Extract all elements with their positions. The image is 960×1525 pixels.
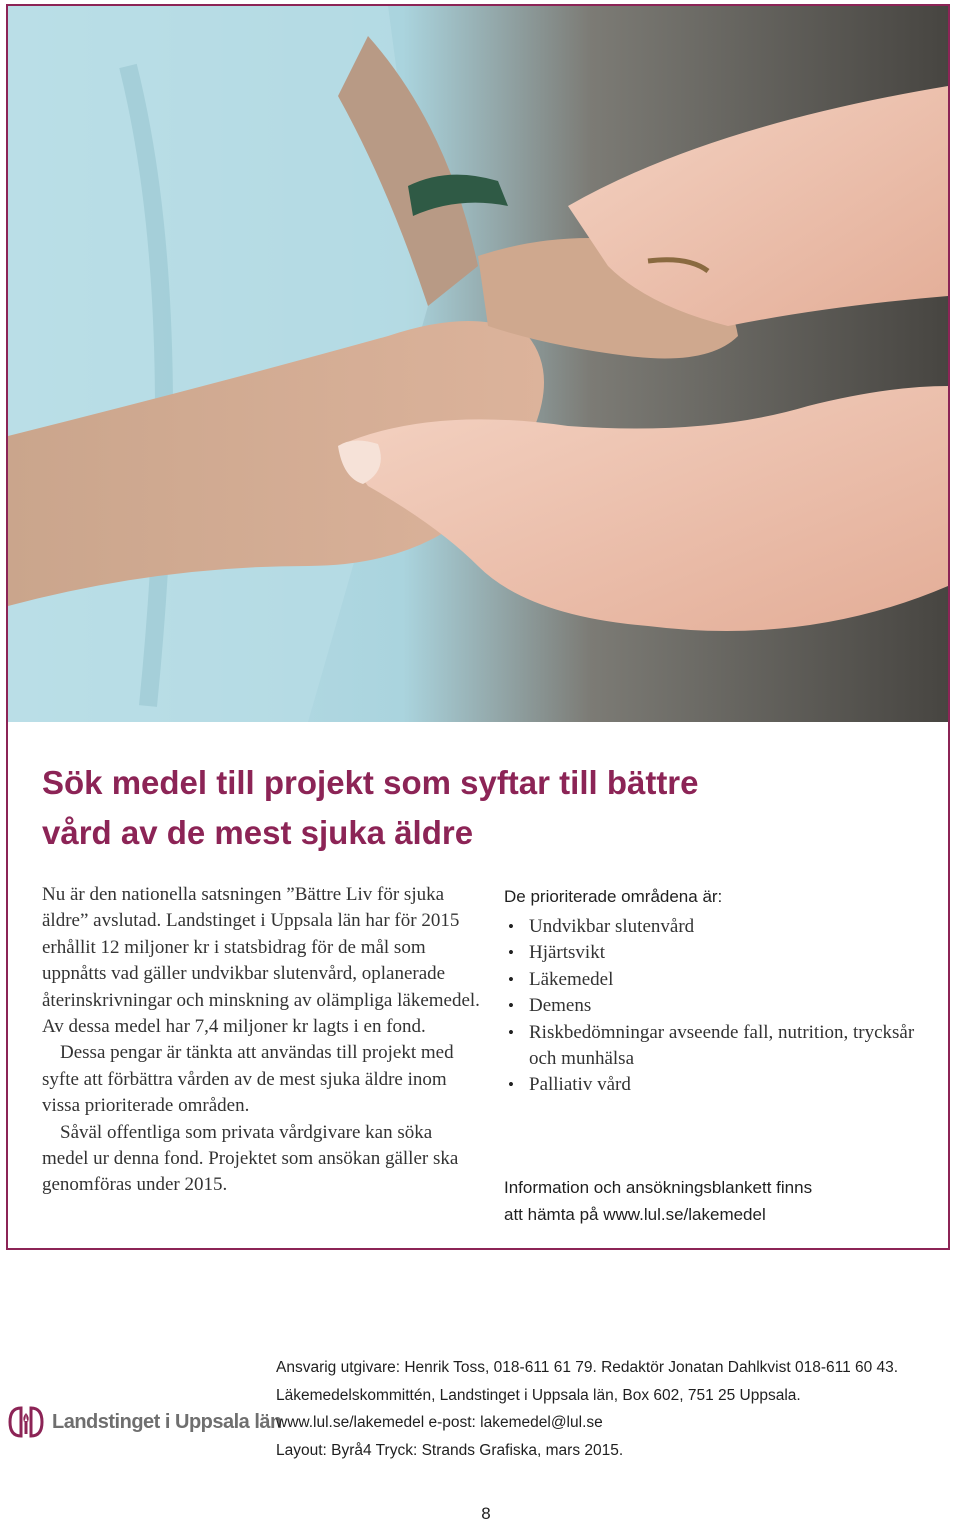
priorities-list [504,914,944,1099]
logo-text: Landstinget i Uppsala län [52,1410,282,1433]
body-paragraph-1: Nu är den nationella satsningen ”Bättre Liv för sjuka äldre” avslutad. Landstinget i Uppsala län har för 2015 erhållit 12 miljoner kr i statsbidrag för de mål som uppnåtts vad gäller undvikbar slutenvård, oplanerade återinskrivningar och minskning av olämpliga läkemedel. Av dessa medel har 7,4 miljoner kr lagts i en fond. [42,884,480,1038]
body-paragraph-3: Såväl offentliga som privata vårdgivare kan söka medel ur denna fond. Projektet som ansökan gäller ska genomföras under 2015. [42,1121,459,1196]
landstinget-emblem-icon [8,1405,44,1439]
colophon-layout-print: Layout: Byrå4 Tryck: Strands Grafiska, mars 2015. [276,1441,624,1459]
list-item: • Riskbedömningar avseende fall, nutrition, trycksår och munhälsa [504,1020,944,1073]
body-column [42,882,482,1199]
list-item: • Demens [504,993,944,1019]
article-frame [6,4,950,1250]
list-item: • Palliativ vård [504,1072,944,1098]
headline-line-1: Sök medel till projekt som syftar till bättre [42,764,699,801]
page-number: 8 [481,1504,491,1523]
list-item: • Hjärtsvikt [504,940,944,966]
colophon-address: Läkemedelskommittén, Landstinget i Uppsala län, Box 602, 751 25 Uppsala. [276,1386,801,1404]
list-item: • Läkemedel [504,967,944,993]
colophon [276,1354,956,1464]
priorities-heading: De prioriterade områdena är: [504,887,723,906]
headline [42,758,922,858]
info-line-1: Information och ansökningsblankett finns [504,1178,813,1197]
landstinget-logo [8,1402,282,1442]
info-line-2: att hämta på www.lul.se/lakemedel [504,1205,766,1224]
info-note [504,1174,944,1228]
priorities-column [504,884,944,1099]
list-item: • Undvikbar slutenvård [504,914,944,940]
body-paragraph-2: Dessa pengar är tänkta att användas till projekt med syfte att förbättra vården av de mest sjuka äldre inom vissa prioriterade områden. [42,1042,454,1117]
hands-illustration [8,6,948,722]
colophon-publisher: Ansvarig utgivare: Henrik Toss, 018-611 61 79. Redaktör Jonatan Dahlkvist 018-611 60 43. [276,1359,899,1376]
colophon-web-email: www.lul.se/lakemedel e-post: lakemedel@lul.se [276,1414,603,1431]
headline-line-2: vård av de mest sjuka äldre [42,814,474,851]
hands-photo [8,6,948,722]
